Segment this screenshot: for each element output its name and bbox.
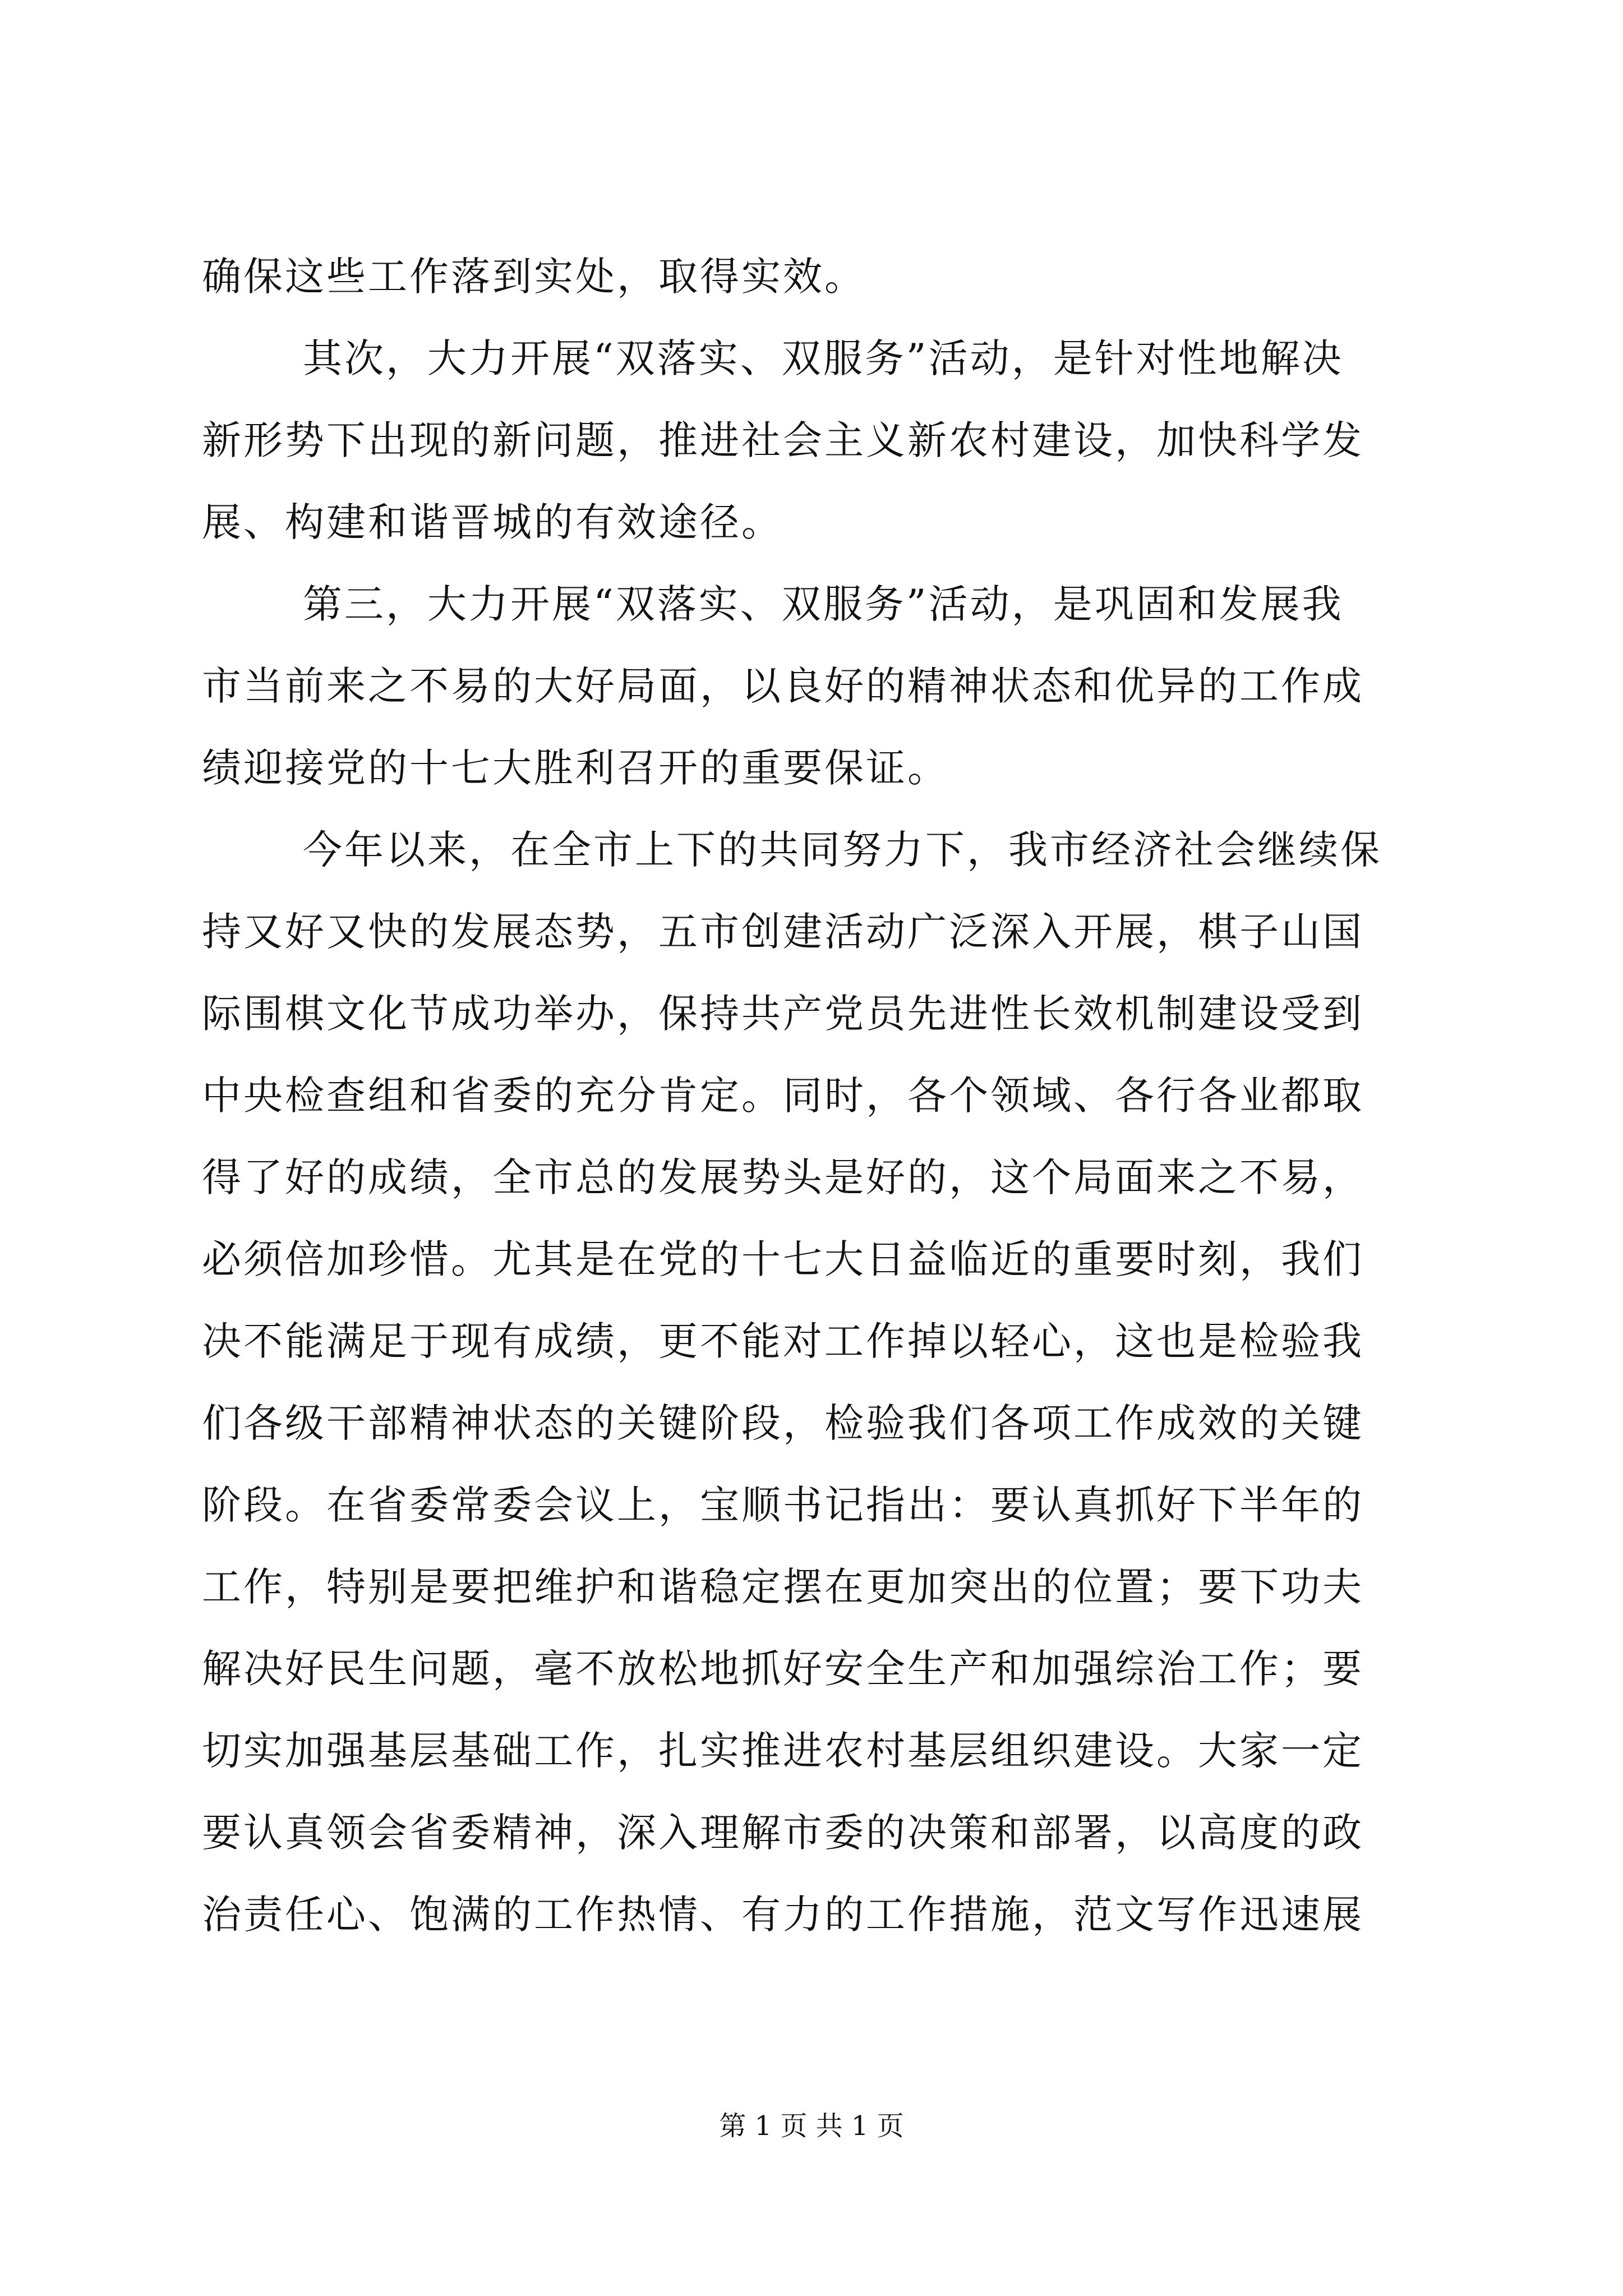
body-text [202,236,1436,1955]
paragraph-line: 治责任心、饱满的工作热情、有力的工作措施，范文写作迅速展 [202,1892,1364,1938]
paragraph-line: 展、构建和谐晋城的有效途径。 [202,499,783,545]
paragraph-line: 决不能满足于现有成绩，更不能对工作掉以轻心，这也是检验我 [202,1318,1364,1364]
paragraph-line: 阶段。在省委常委会议上，宝顺书记指出：要认真抓好下半年的 [202,1482,1364,1528]
page-footer: 第 1 页 共 1 页 [719,2110,904,2142]
paragraph-line: 第三，大力开展“双落实、双服务”活动，是巩固和发展我 [303,581,1344,627]
paragraph-3 [202,563,1436,809]
paragraph-line: 必须倍加珍惜。尤其是在党的十七大日益临近的重要时刻，我们 [202,1236,1364,1282]
paragraph-line: 工作，特别是要把维护和谐稳定摆在更加突出的位置；要下功夫 [202,1564,1364,1610]
paragraph-line: 中央检查组和省委的充分肯定。同时，各个领域、各行各业都取 [202,1073,1364,1119]
paragraph-line: 得了好的成绩，全市总的发展势头是好的，这个局面来之不易， [202,1154,1364,1200]
paragraph-line: 们各级干部精神状态的关键阶段，检验我们各项工作成效的关键 [202,1400,1364,1446]
paragraph-line: 新形势下出现的新问题，推进社会主义新农村建设，加快科学发 [202,417,1364,463]
paragraph-2 [202,318,1436,563]
paragraph-line: 解决好民生问题，毫不放松地抓好安全生产和加强综治工作；要 [202,1646,1364,1692]
paragraph-line: 绩迎接党的十七大胜利召开的重要保证。 [202,745,949,791]
paragraph-line: 其次，大力开展“双落实、双服务”活动，是针对性地解决 [303,335,1344,381]
paragraph-line: 市当前来之不易的大好局面，以良好的精神状态和优异的工作成 [202,663,1364,709]
paragraph-line: 持又好又快的发展态势，五市创建活动广泛深入开展，棋子山国 [202,909,1364,955]
paragraph-line: 今年以来，在全市上下的共同努力下，我市经济社会继续保 [303,827,1382,873]
paragraph-line: 切实加强基层基础工作，扎实推进农村基层组织建设。大家一定 [202,1728,1364,1774]
paragraph-line: 确保这些工作落到实处，取得实效。 [202,254,866,300]
paragraph-line: 际围棋文化节成功举办，保持共产党员先进性长效机制建设受到 [202,991,1364,1037]
paragraph-1 [202,236,1436,318]
paragraph-4 [202,809,1436,1955]
paragraph-line: 要认真领会省委精神，深入理解市委的决策和部署，以高度的政 [202,1810,1364,1856]
